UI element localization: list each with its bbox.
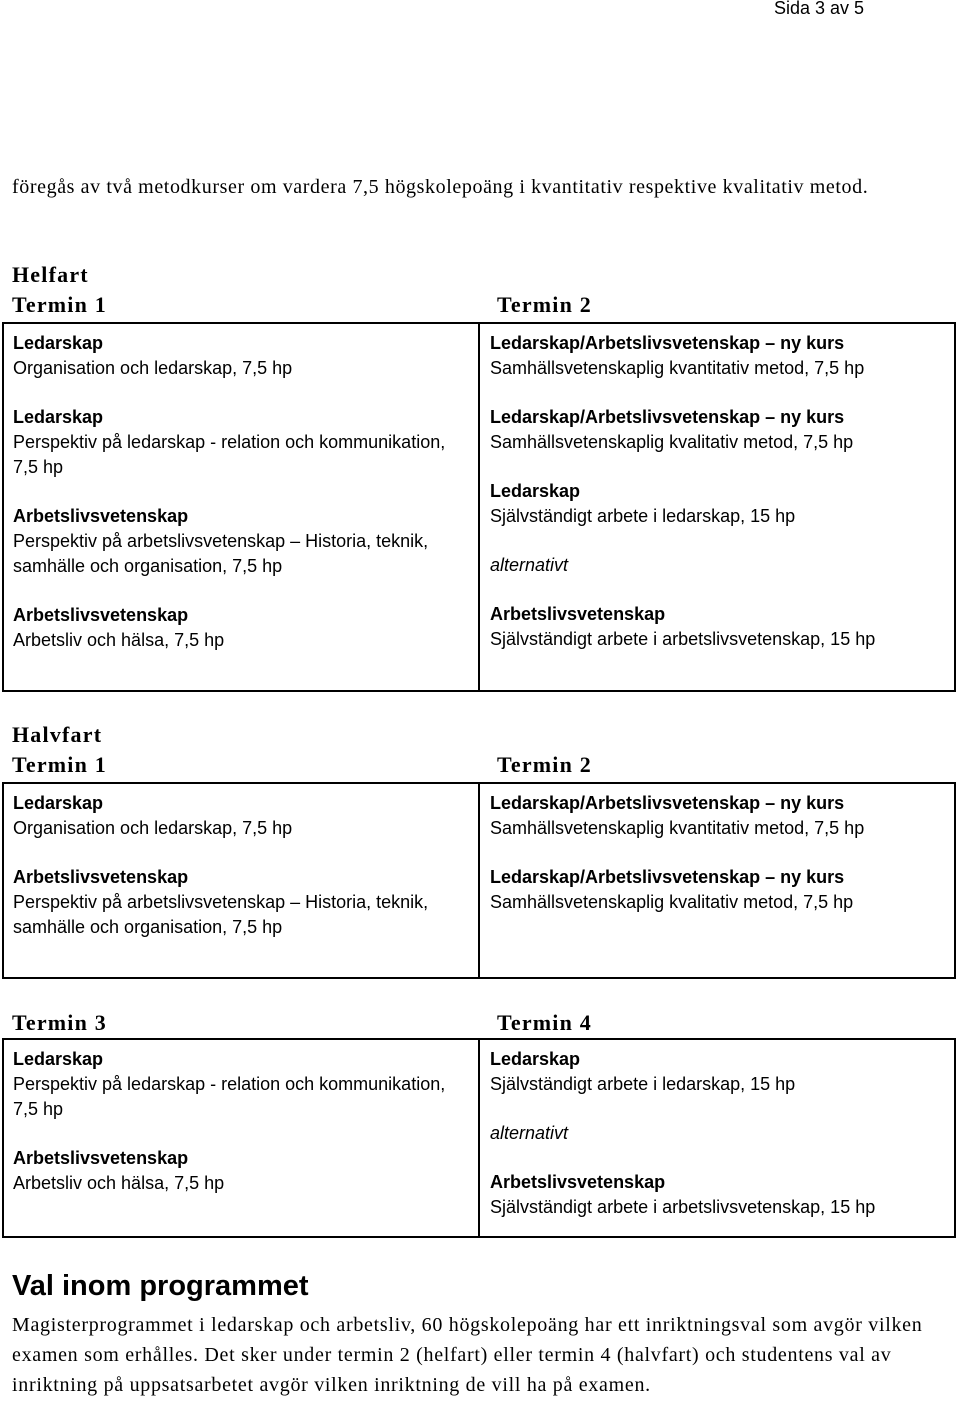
course-subject: Ledarskap [490, 1049, 581, 1069]
course-entry [490, 602, 946, 652]
helfart-term2-heading: Termin 2 [497, 292, 592, 317]
helfart-term1-heading: Termin 1 [12, 292, 107, 317]
halvfart-term1-column [4, 784, 480, 977]
course-title: Perspektiv på arbetslivsvetenskap – Historia, teknik, samhälle och organisation, 7,5 hp [13, 892, 429, 937]
course-entry [13, 1047, 470, 1122]
course-subject: Ledarskap/Arbetslivsvetenskap – ny kurs [490, 793, 845, 813]
course-title: Organisation och ledarskap, 7,5 hp [13, 818, 293, 838]
course-entry [490, 405, 946, 455]
course-subject: Arbetslivsvetenskap [13, 867, 189, 887]
course-subject: Arbetslivsvetenskap [13, 605, 189, 625]
course-entry [490, 479, 946, 529]
course-subject: Ledarskap [13, 1049, 104, 1069]
course-title: Samhällsvetenskaplig kvantitativ metod, 7,5 hp [490, 818, 865, 838]
course-subject: Arbetslivsvetenskap [490, 604, 666, 624]
alternative-label: alternativt [490, 1123, 569, 1143]
course-title: Perspektiv på arbetslivsvetenskap – Historia, teknik, samhälle och organisation, 7,5 hp [13, 531, 429, 576]
helfart-term1-column [4, 324, 480, 690]
course-title: Samhällsvetenskaplig kvantitativ metod, 7,5 hp [490, 358, 865, 378]
course-entry [13, 1146, 470, 1196]
halvfart-term4-column [480, 1040, 954, 1236]
halvfart-term2-heading: Termin 2 [497, 752, 592, 777]
course-title: Organisation och ledarskap, 7,5 hp [13, 358, 293, 378]
halvfart-table-2 [2, 1038, 956, 1238]
alternative-label: alternativt [490, 555, 569, 575]
helfart-term2-column [480, 324, 954, 690]
course-entry [490, 1170, 946, 1220]
halvfart-term3-column [4, 1040, 480, 1236]
helfart-table [2, 322, 956, 692]
course-entry [13, 603, 470, 653]
course-subject: Ledarskap/Arbetslivsvetenskap – ny kurs [490, 333, 845, 353]
halvfart-term1-heading: Termin 1 [12, 752, 107, 777]
course-subject: Ledarskap [13, 793, 104, 813]
course-entry [490, 331, 946, 381]
course-subject: Ledarskap/Arbetslivsvetenskap – ny kurs [490, 407, 845, 427]
course-subject: Ledarskap [13, 333, 104, 353]
halvfart-table-1 [2, 782, 956, 979]
halvfart-heading: Halvfart [12, 722, 103, 747]
course-title: Perspektiv på ledarskap - relation och kommunikation, 7,5 hp [13, 1074, 446, 1119]
course-entry [13, 504, 470, 579]
course-entry [490, 1047, 946, 1097]
course-subject: Ledarskap [13, 407, 104, 427]
course-title: Samhällsvetenskaplig kvalitativ metod, 7,5 hp [490, 892, 854, 912]
val-paragraph: Magisterprogrammet i ledarskap och arbetsliv, 60 högskolepoäng har ett inriktningsval som avgör vilken examen som erhålles. Det sker under termin 2 (helfart) eller termin 4 (halvfart) och studentens val av inriktning på uppsatsarbetet avgör vilken inriktning de vill ha på examen. [12, 1314, 923, 1396]
halvfart-term3-heading: Termin 3 [12, 1010, 107, 1035]
course-entry [490, 865, 946, 915]
course-entry [13, 405, 470, 480]
page-number: Sida 3 av 5 [773, 0, 864, 18]
course-entry [13, 865, 470, 940]
course-entry [13, 791, 470, 841]
course-title: Arbetsliv och hälsa, 7,5 hp [13, 630, 225, 650]
course-title: Självständigt arbete i arbetslivsvetenskap, 15 hp [490, 1197, 876, 1217]
val-heading: Val inom programmet [12, 1270, 309, 1302]
halvfart-term4-heading: Termin 4 [497, 1010, 592, 1035]
course-title: Självständigt arbete i ledarskap, 15 hp [490, 506, 796, 526]
halvfart-term2-column [480, 784, 954, 977]
course-title: Självständigt arbete i ledarskap, 15 hp [490, 1074, 796, 1094]
course-title: Perspektiv på ledarskap - relation och kommunikation, 7,5 hp [13, 432, 446, 477]
course-subject: Arbetslivsvetenskap [13, 506, 189, 526]
course-subject: Ledarskap [490, 481, 581, 501]
course-entry [490, 791, 946, 841]
course-subject: Arbetslivsvetenskap [490, 1172, 666, 1192]
course-title: Arbetsliv och hälsa, 7,5 hp [13, 1173, 225, 1193]
course-entry [13, 331, 470, 381]
course-subject: Ledarskap/Arbetslivsvetenskap – ny kurs [490, 867, 845, 887]
course-subject: Arbetslivsvetenskap [13, 1148, 189, 1168]
helfart-heading: Helfart [12, 262, 89, 287]
intro-paragraph: föregås av två metodkurser om vardera 7,5 högskolepoäng i kvantitativ respektive kvalitativ metod. [12, 176, 869, 198]
course-title: Självständigt arbete i arbetslivsvetenskap, 15 hp [490, 629, 876, 649]
course-title: Samhällsvetenskaplig kvalitativ metod, 7,5 hp [490, 432, 854, 452]
